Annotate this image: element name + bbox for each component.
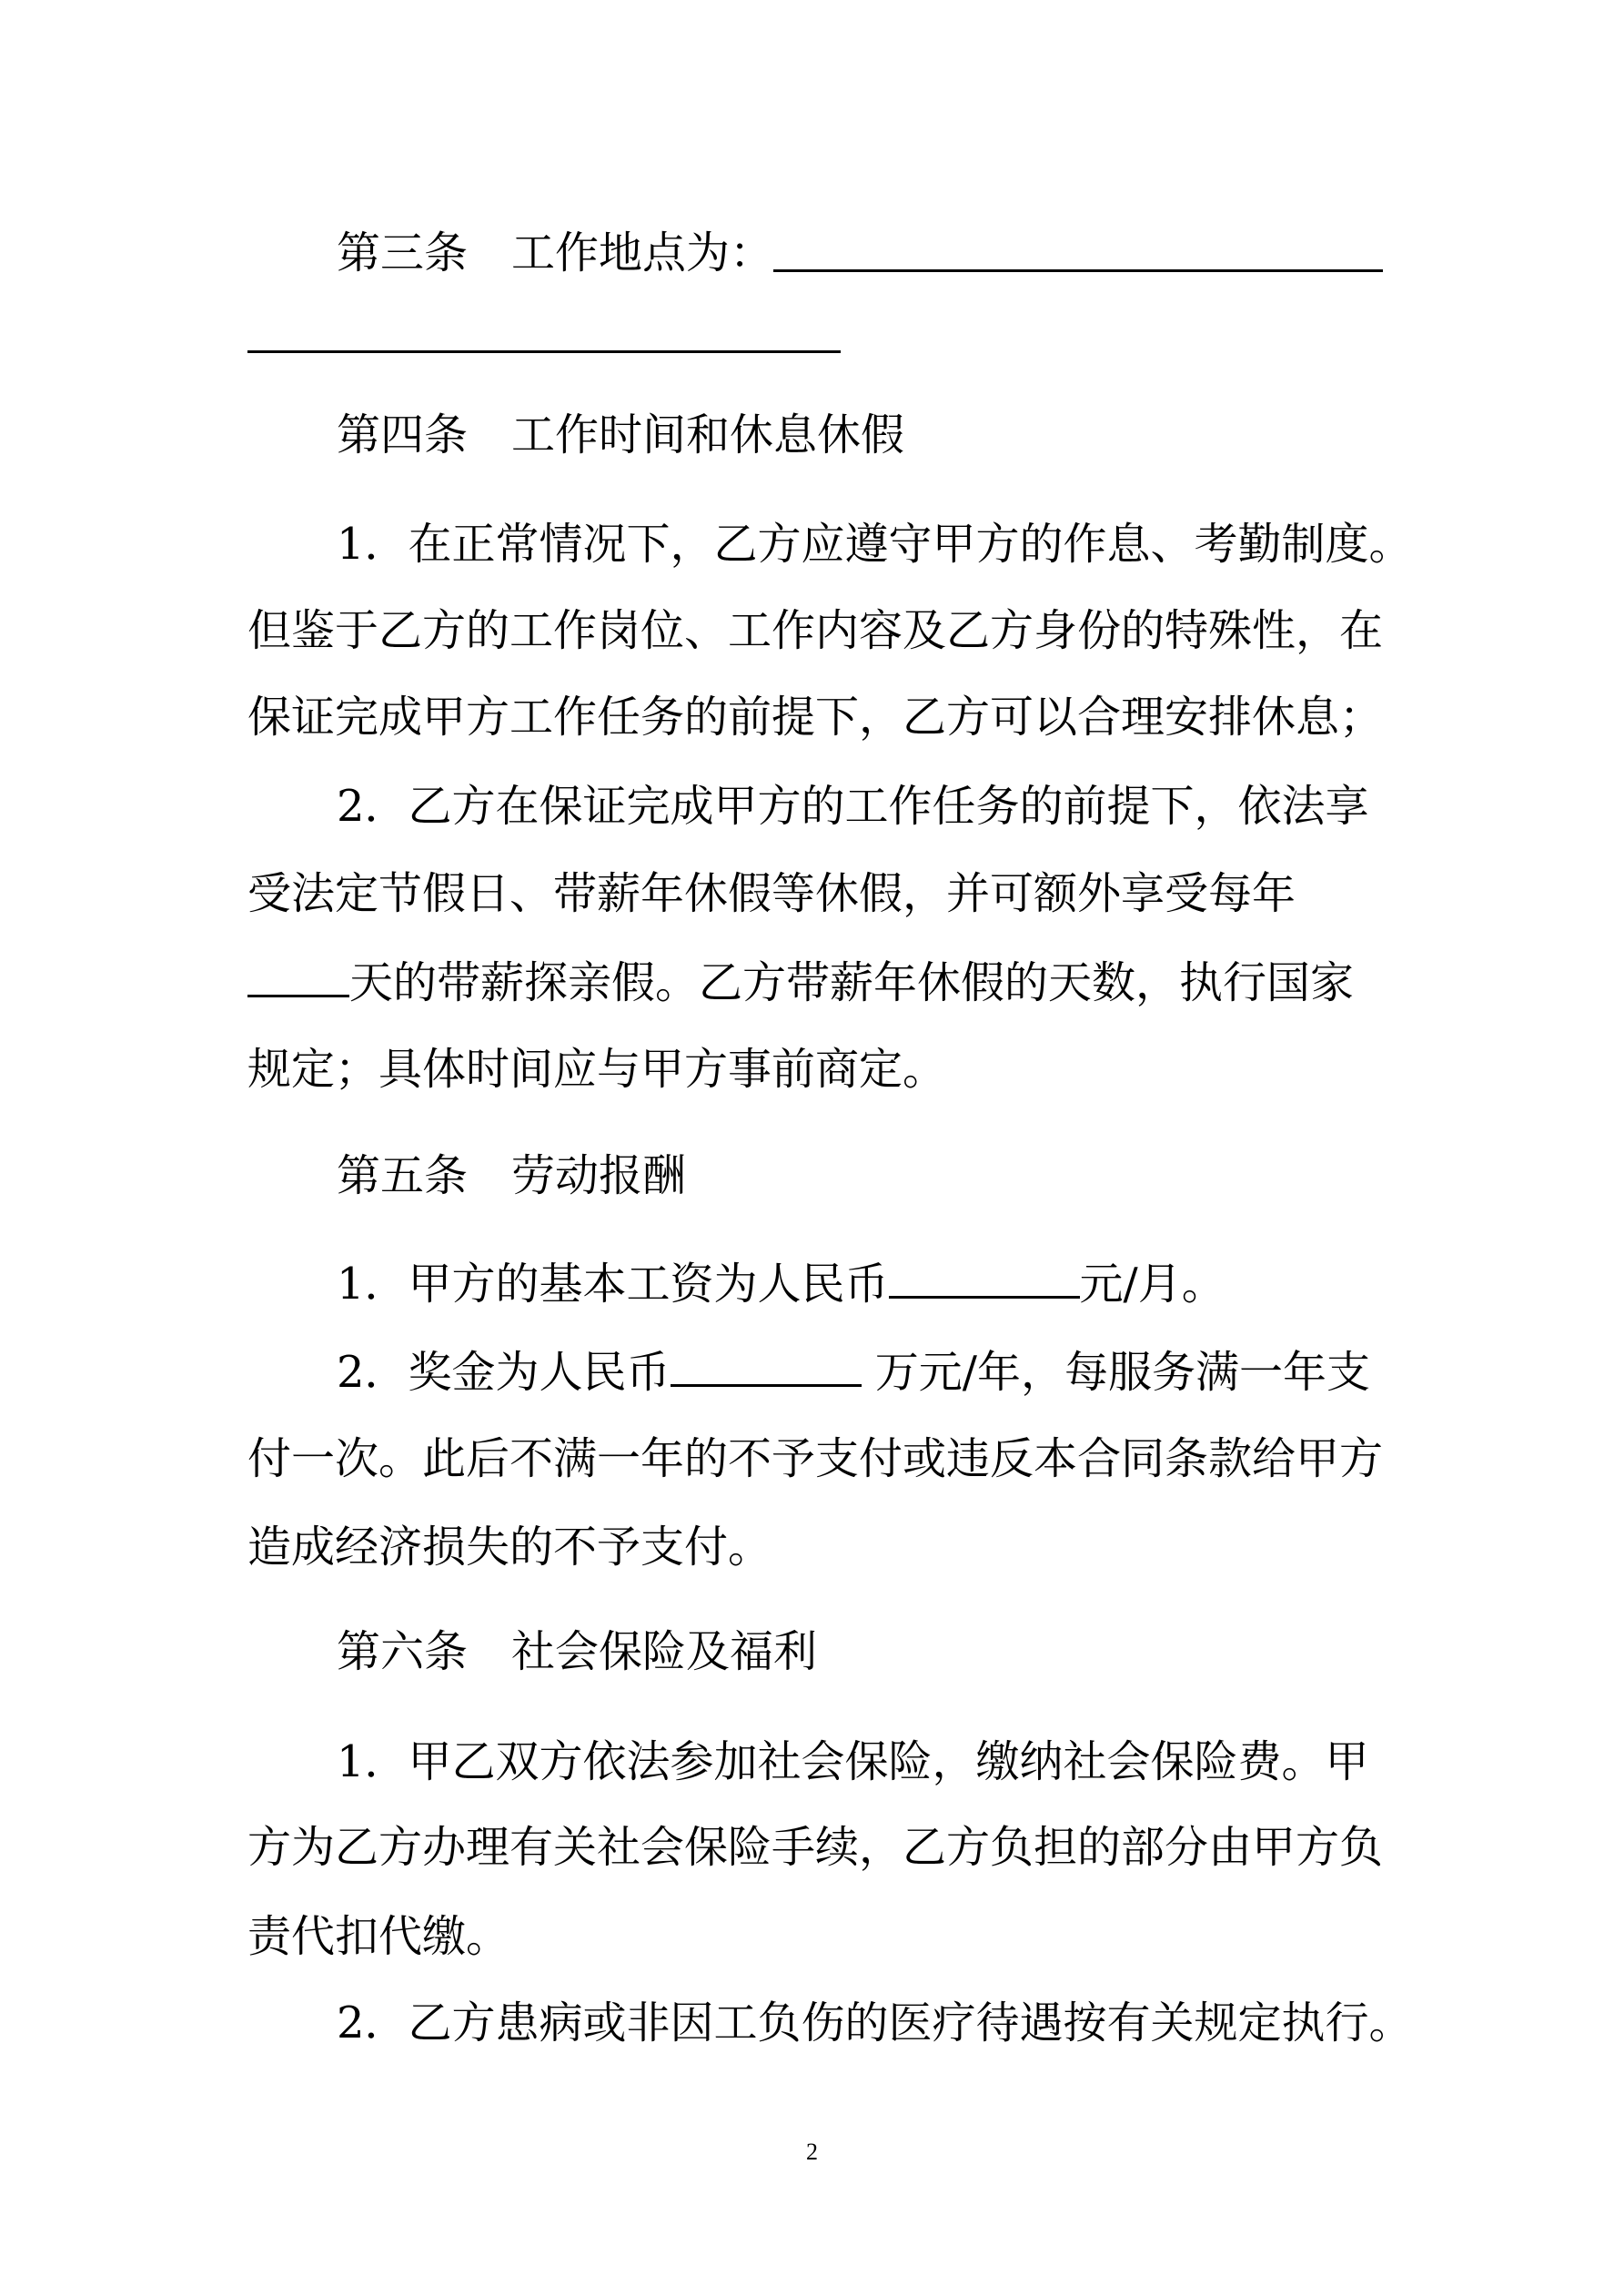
article-6-line-1: 1．甲乙双方依法参加社会保险，缴纳社会保险费。甲 bbox=[337, 1736, 1369, 1787]
article-6-line-2: 方为乙方办理有关社会保险手续，乙方负担的部分由甲方负 bbox=[247, 1822, 1384, 1873]
bonus-unit: 万元/年，每服务满一年支 bbox=[861, 1347, 1370, 1398]
article-5-line-3: 付一次。此后不满一年的不予支付或违反本合同条款给甲方 bbox=[247, 1433, 1384, 1484]
article-4-line-2: 但鉴于乙方的工作岗位、工作内容及乙方身份的特殊性，在 bbox=[247, 605, 1384, 656]
basic-salary-blank bbox=[889, 1259, 1080, 1299]
basic-salary-unit: 元/月。 bbox=[1079, 1259, 1226, 1310]
work-location-blank-line-1 bbox=[773, 269, 1383, 272]
article-4-heading bbox=[337, 408, 904, 462]
article-6-heading bbox=[337, 1624, 817, 1679]
visit-leave-days-blank bbox=[247, 958, 349, 997]
article-5-label: 第五条 bbox=[337, 1150, 469, 1201]
article-4-label: 第四条 bbox=[337, 410, 469, 460]
article-6-label: 第六条 bbox=[337, 1626, 469, 1677]
article-4-line-3: 保证完成甲方工作任务的前提下，乙方可以合理安排休息； bbox=[247, 692, 1384, 743]
article-4-title: 工作时间和休息休假 bbox=[511, 410, 905, 460]
article-4-line-6 bbox=[247, 956, 1354, 1010]
bonus-label: 2．奖金为人民币 bbox=[337, 1347, 671, 1398]
article-3-label: 第三条 bbox=[337, 228, 469, 278]
article-6-line-3: 责代扣代缴。 bbox=[247, 1911, 510, 1962]
article-5-item-1 bbox=[337, 1257, 1226, 1311]
article-4-line-5: 受法定节假日、带薪年休假等休假，并可额外享受每年 bbox=[247, 868, 1296, 919]
article-3-text: 工作地点为： bbox=[511, 228, 774, 278]
article-5-title: 劳动报酬 bbox=[511, 1150, 687, 1201]
bonus-blank bbox=[671, 1348, 862, 1387]
article-5-item-2 bbox=[337, 1345, 1370, 1400]
article-4-line-4: 2．乙方在保证完成甲方的工作任务的前提下，依法享 bbox=[337, 781, 1369, 832]
article-5-line-4: 造成经济损失的不予支付。 bbox=[247, 1522, 772, 1573]
article-4-line-1: 1．在正常情况下，乙方应遵守甲方的作息、考勤制度。 bbox=[337, 519, 1413, 570]
article-6-line-4: 2．乙方患病或非因工负伤的医疗待遇按有关规定执行。 bbox=[337, 1998, 1413, 2048]
basic-salary-label: 1．甲方的基本工资为人民币 bbox=[337, 1259, 889, 1310]
article-5-heading bbox=[337, 1148, 686, 1203]
article-4-line-7: 规定；具体时间应与甲方事前商定。 bbox=[247, 1044, 947, 1095]
article-3-heading bbox=[337, 226, 773, 280]
article-4-line-6-text: 天的带薪探亲假。乙方带薪年休假的天数，执行国家 bbox=[349, 957, 1355, 1008]
work-location-blank-line-2 bbox=[247, 350, 841, 353]
article-6-title: 社会保险及福利 bbox=[511, 1626, 818, 1677]
page-number: 2 bbox=[806, 2139, 818, 2165]
